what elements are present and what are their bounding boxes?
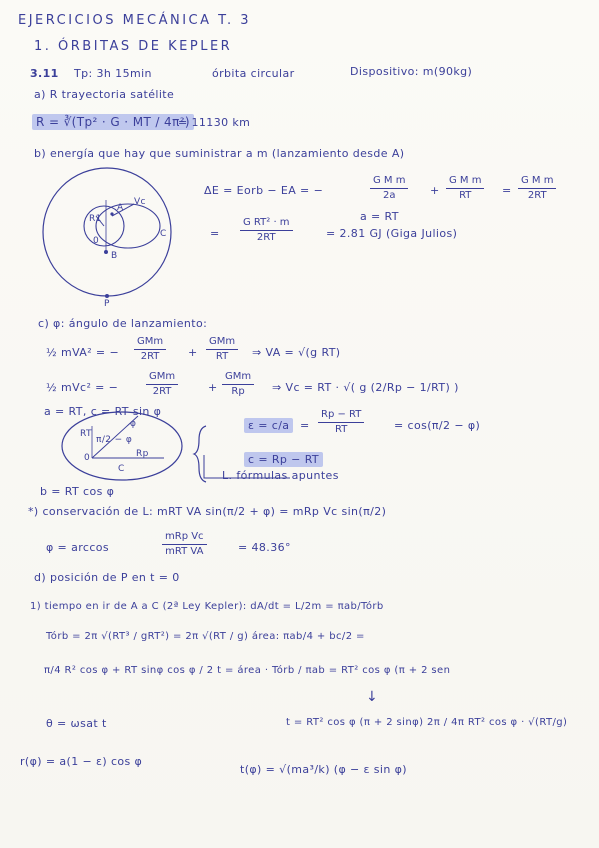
- diagram-label-p: P: [104, 299, 110, 309]
- eccentricity-frac: $\frac{Rp - RT}{RT}$: [318, 410, 364, 435]
- energy-c-frac-2: GMm Rp: [222, 372, 254, 397]
- diagram-label-b: B: [111, 251, 118, 261]
- energy-frac-1: $\frac{\text{G M m}}{2a}$: [370, 176, 408, 201]
- time-formula: t = RT² cos φ (π + 2 sinφ) 2π / 4π RT² cos φ · √(RT/g): [286, 717, 568, 728]
- down-arrow-icon: ↓: [366, 689, 379, 705]
- diagram-label-r1: R1: [89, 214, 102, 224]
- eccentricity-eq: =: [300, 419, 310, 432]
- ellipse-label-rt: RT: [80, 429, 92, 439]
- semi-major-axis: a = RT: [360, 210, 399, 223]
- diagram-label-o: 0: [93, 236, 100, 246]
- part-a-formula: R = ∛(Tp² · G · MT / 4π²): [32, 114, 194, 130]
- phi-result: = 48.36°: [238, 541, 291, 554]
- energy-frac-2: $\frac{\text{G M m}}{RT}$: [446, 176, 484, 201]
- kepler-equation: t(φ) = √(ma³/k) (φ − ε sin φ): [240, 763, 407, 776]
- ellipse-label-c: C: [118, 464, 125, 474]
- formulas-note: L. fórmulas apuntes: [222, 469, 339, 482]
- radius-formula: r(φ) = a(1 − ε) cos φ: [20, 755, 143, 768]
- energy-c-plus: +: [208, 381, 218, 394]
- energy-eq2: =: [210, 227, 220, 240]
- energy-plus: +: [430, 184, 440, 197]
- energy-frac-4: $\frac{\text{G RT² · m}}{2RT}$: [240, 218, 293, 243]
- kepler-time-line: 1) tiempo en ir de A a C (2ª Ley Kepler): dA/dt = L/2m = πab/Tórb: [30, 601, 384, 612]
- energy-result: = 2.81 GJ (Giga Julios): [326, 227, 458, 240]
- problem-mass: Dispositivo: m(90kg): [350, 65, 473, 78]
- conservation-label: *) conservación de L: mRT VA sin(π/2 + φ) = mRp Vc sin(π/2): [28, 505, 387, 518]
- energy-c-lhs: ½ mVc² = −: [46, 381, 119, 394]
- problem-number: 3.11: [30, 67, 59, 80]
- ellipse-label-o: 0: [84, 453, 91, 463]
- energy-a-frac-1: GMm 2RT: [134, 337, 166, 362]
- velocity-c: ⇒ Vc = RT · √( g (2/Rp − 1/RT) ): [272, 381, 459, 394]
- energy-a-frac-2: GMm RT: [206, 337, 238, 362]
- energy-frac-3: $\frac{\text{G M m}}{2RT}$: [518, 176, 556, 201]
- ellipse-label-phi: φ: [130, 419, 137, 429]
- energy-lhs: ΔE = Eorb − EA = −: [204, 184, 324, 197]
- energy-a-lhs: ½ mVA² = −: [46, 346, 120, 359]
- semi-minor-axis: b = RT cos φ: [40, 485, 115, 498]
- ellipse-label-rp: Rp: [136, 449, 149, 459]
- part-a-label: a) R trayectoria satélite: [34, 88, 175, 101]
- part-a-result: = 11130 km: [178, 116, 251, 129]
- area-time-line: π/4 R² cos φ + RT sinφ cos φ / 2 t = área · Tórb / πab = RT² cos φ (π + 2 sen: [44, 665, 451, 676]
- energy-a-plus: +: [188, 346, 198, 359]
- energy-eq: =: [502, 184, 512, 197]
- phi-lhs: φ = arccos: [46, 541, 110, 554]
- problem-orbit: órbita circular: [212, 67, 295, 80]
- ellipse-label-angle: π/2 − φ: [96, 435, 133, 445]
- problem-period: Tp: 3h 15min: [74, 67, 152, 80]
- energy-c-frac-1: GMm 2RT: [146, 372, 178, 397]
- page-title: EJERCICIOS MECÁNICA T. 3: [18, 13, 252, 28]
- focal-distance-formula: c = Rp − RT: [244, 452, 323, 467]
- velocity-a: ⇒ VA = √(g RT): [252, 346, 341, 359]
- diagram-label-c: C: [160, 229, 167, 239]
- phi-frac: mRp Vc mRT VA: [162, 532, 207, 557]
- part-c-label: c) φ: ángulo de lanzamiento:: [38, 317, 208, 330]
- eccentricity-formula: ε = c/a: [244, 418, 293, 433]
- a-and-c: a = RT, c = RT sin φ: [44, 405, 162, 418]
- part-b-label: b) energía que hay que suministrar a m (lanzamiento desde A): [34, 147, 405, 160]
- section-title: 1. ÓRBITAS DE KEPLER: [34, 39, 233, 54]
- theta-formula: θ = ωsat t: [46, 717, 107, 730]
- part-d-label: d) posición de P en t = 0: [34, 571, 180, 584]
- orbital-period-line: Tórb = 2π √(RT³ / gRT²) = 2π √(RT / g) área: πab/4 + bc/2 =: [46, 631, 365, 642]
- diagram-label-vc: Vc: [134, 197, 146, 207]
- eccentricity-cos: = cos(π/2 − φ): [394, 419, 481, 432]
- diagram-label-a: A: [117, 203, 124, 213]
